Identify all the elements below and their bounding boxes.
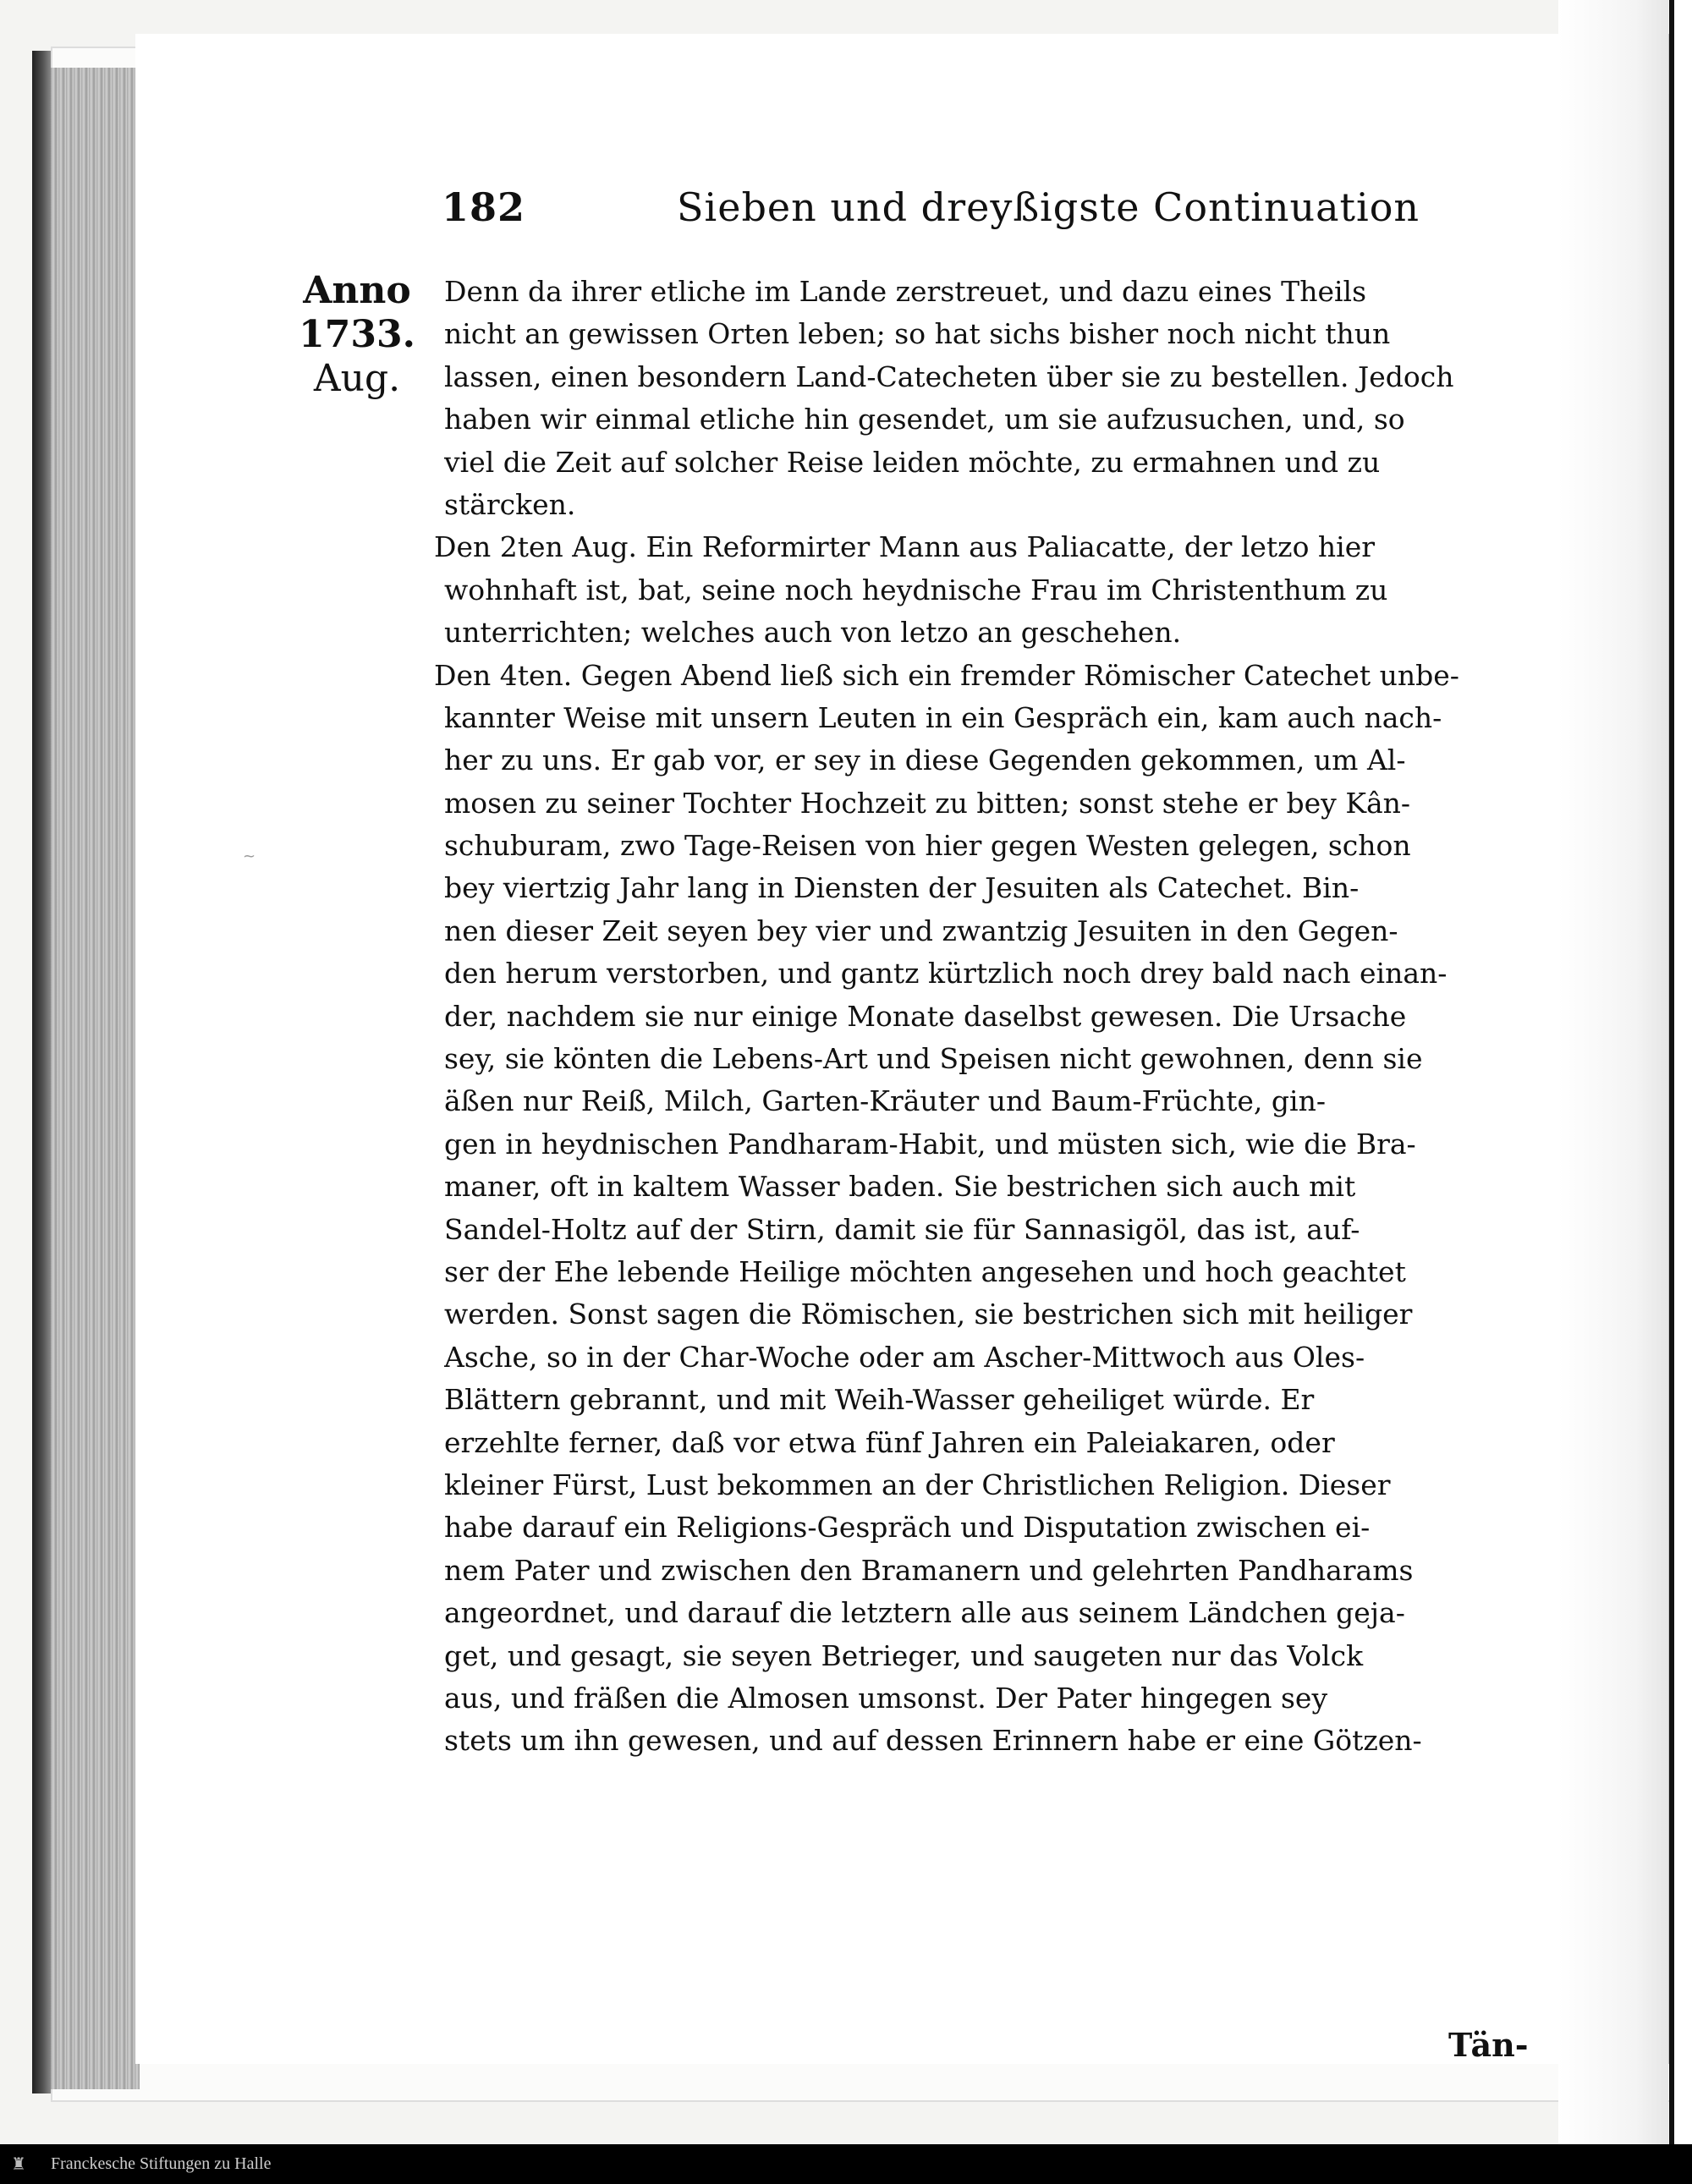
- text-line: der, nachdem sie nur einige Monate daselbst gewesen. Die Ursache: [444, 999, 1407, 1033]
- footer-label: Franckesche Stiftungen zu Halle: [51, 2154, 272, 2173]
- text-line: sey, sie könten die Lebens-Art und Speisen nicht gewohnen, denn sie: [444, 1042, 1423, 1076]
- text-line: habe darauf ein Religions-Gespräch und Disputation zwischen ei-: [444, 1511, 1371, 1545]
- text-line: gen in heydnischen Pandharam-Habit, und müsten sich, wie die Bra-: [444, 1127, 1416, 1161]
- text-line: nicht an gewissen Orten leben; so hat sichs bisher noch nicht thun: [444, 317, 1391, 351]
- text-line: haben wir einmal etliche hin gesendet, um sie aufzusuchen, und, so: [444, 403, 1405, 436]
- text-line: erzehlte ferner, daß vor etwa fünf Jahren ein Paleiakaren, oder: [444, 1425, 1335, 1459]
- margin-month: Aug.: [313, 357, 401, 400]
- paragraph: [434, 655, 1535, 1763]
- text-line: her zu uns. Er gab vor, er sey in diese Gegenden gekommen, um Al-: [444, 744, 1406, 777]
- text-line: viel die Zeit auf solcher Reise leiden möchte, zu ermahnen und zu: [444, 445, 1381, 479]
- scan-frame-margin: [1674, 0, 1692, 2184]
- text-line: stets um ihn gewesen, und auf dessen Erinnern habe er eine Götzen-: [444, 1724, 1422, 1758]
- text-line: Den 4ten. Gegen Abend ließ sich ein fremder Römischer Catechet unbe-: [434, 658, 1459, 692]
- text-line: kleiner Fürst, Lust bekommen an der Christlichen Religion. Dieser: [444, 1468, 1391, 1501]
- text-line: den herum verstorben, und gantz kürtzlich noch drey bald nach einan-: [444, 957, 1448, 990]
- text-line: Asche, so in der Char-Woche oder am Ascher-Mittwoch aus Oles-: [444, 1340, 1365, 1374]
- page-gutter-shadow: [1558, 0, 1668, 2184]
- text-line: kannter Weise mit unsern Leuten in ein Gespräch ein, kam auch nach-: [444, 700, 1442, 734]
- text-line: ser der Ehe lebende Heilige möchten angesehen und hoch geachtet: [444, 1254, 1406, 1288]
- text-line: Den 2ten Aug. Ein Reformirter Mann aus Paliacatte, der letzo hier: [434, 530, 1376, 564]
- running-title: Sieben und dreyßigste Continuation: [677, 184, 1420, 230]
- paragraph: [434, 526, 1535, 654]
- body-text: [434, 271, 1535, 1763]
- page-stack-edge: [51, 68, 140, 2089]
- text-line: bey viertzig Jahr lang in Diensten der Jesuiten als Catechet. Bin-: [444, 871, 1360, 905]
- margin-date-note: [255, 269, 459, 401]
- page-number: 182: [442, 184, 526, 230]
- paragraph: [444, 271, 1535, 526]
- text-line: Denn da ihrer etliche im Lande zerstreuet, und dazu eines Theils: [444, 275, 1367, 308]
- text-line: äßen nur Reiß, Milch, Garten-Kräuter und Baum-Früchte, gin-: [444, 1084, 1326, 1118]
- book-spine-edge: [32, 51, 51, 2093]
- text-line: mosen zu seiner Tochter Hochzeit zu bitten; sonst stehe er bey Kân-: [444, 786, 1411, 820]
- page-header: [0, 184, 1692, 235]
- catchword: Tän-: [1448, 2026, 1529, 2064]
- text-line: maner, oft in kaltem Wasser baden. Sie bestrichen sich auch mit: [444, 1170, 1356, 1204]
- text-line: get, und gesagt, sie seyen Betrieger, und saugeten nur das Volck: [444, 1638, 1364, 1672]
- text-line: angeordnet, und darauf die letztern alle aus seinem Ländchen geja-: [444, 1596, 1405, 1630]
- text-line: unterrichten; welches auch von letzo an geschehen.: [444, 616, 1182, 650]
- margin-year: Anno 1733.: [299, 269, 415, 356]
- text-line: schuburam, zwo Tage-Reisen von hier gegen Westen gelegen, schon: [444, 829, 1411, 863]
- text-line: stärcken.: [444, 487, 576, 521]
- text-line: werden. Sonst sagen die Römischen, sie bestrichen sich mit heiliger: [444, 1298, 1413, 1331]
- margin-mark: ~: [243, 848, 256, 865]
- text-line: Blättern gebrannt, und mit Weih-Wasser geheiliget würde. Er: [444, 1383, 1315, 1417]
- text-line: nem Pater und zwischen den Bramanern und gelehrten Pandharams: [444, 1553, 1414, 1587]
- text-line: aus, und fräßen die Almosen umsonst. Der Pater hingegen sey: [444, 1681, 1328, 1715]
- text-line: nen dieser Zeit seyen bey vier und zwantzig Jesuiten in den Gegen-: [444, 914, 1398, 947]
- text-line: wohnhaft ist, bat, seine noch heydnische Frau im Christenthum zu: [444, 573, 1388, 606]
- text-line: lassen, einen besondern Land-Catecheten über sie zu bestellen. Jedoch: [444, 359, 1454, 393]
- institution-logo-icon: ♜: [11, 2154, 26, 2174]
- text-line: Sandel-Holtz auf der Stirn, damit sie für Sannasigöl, das ist, auf-: [444, 1212, 1360, 1246]
